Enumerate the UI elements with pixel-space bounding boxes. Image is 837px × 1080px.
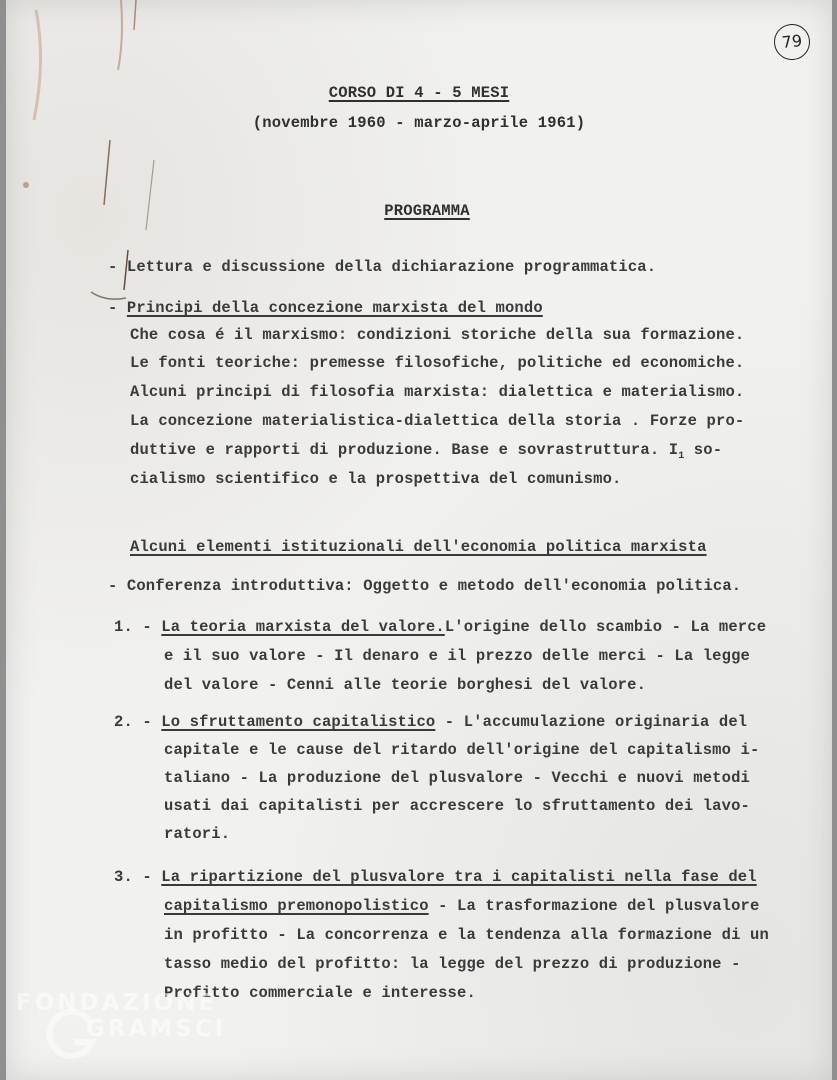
item-3-title: La ripartizione del plusvalore tra i capitalisti nella fase del [161, 868, 757, 886]
principi-line-5-tail: so- [684, 441, 723, 459]
section-heading-programma: PROGRAMMA [384, 202, 470, 220]
principi-line-1: Che cosa é il marxismo: condizioni storiche della sua formazione. [130, 326, 745, 344]
economia-item-2-first-line [114, 713, 747, 731]
item-lettura: - Lettura e discussione della dichiarazione programmatica. [108, 258, 657, 276]
economia-conferenza: - Conferenza introduttiva: Oggetto e metodo dell'economia politica. [108, 577, 742, 595]
watermark-line-2: GRAMSCI [86, 1016, 227, 1042]
principi-dash: - [108, 299, 118, 317]
item-2-line-2: taliano - La produzione del plusvalore - Vecchi e nuovi metodi [164, 769, 750, 787]
fondazione-gramsci-watermark [16, 990, 227, 1070]
principi-line-5 [130, 441, 722, 462]
item-2-line-1: capitale e le cause del ritardo dell'origine del capitalismo i- [164, 741, 760, 759]
principi-line-3: Alcuni principi di filosofia marxista: dialettica e materialismo. [130, 383, 745, 401]
item-1-line-1: e il suo valore - Il denaro e il prezzo delle merci - La legge [164, 647, 750, 665]
item-3-number: 3. - [114, 868, 152, 886]
item-2-title: Lo sfruttamento capitalistico [161, 713, 436, 731]
item-1-rest: L'origine dello scambio - La merce [444, 618, 767, 636]
principi-line-5-sub: 1 [678, 451, 685, 463]
document-dates: (novembre 1960 - marzo-aprile 1961) [252, 114, 586, 132]
principi-line-2: Le fonti teoriche: premesse filosofiche, politiche ed economiche. [130, 354, 745, 372]
item-2-line-3: usati dai capitalisti per accrescere lo sfruttamento dei lavo- [164, 797, 750, 815]
economia-item-1-first-line [114, 618, 766, 636]
item-1-number: 1. - [114, 618, 152, 636]
document-title: CORSO DI 4 - 5 MESI [328, 84, 510, 102]
item-3-line-1: in profitto - La concorrenza e la tendenza alla formazione di un [164, 926, 769, 944]
item-1-line-2: del valore - Cenni alle teorie borghesi del valore. [164, 676, 647, 694]
principi-heading-line [108, 299, 543, 317]
item-3-line-2: tasso medio del profitto: la legge del prezzo di produzione - [164, 955, 741, 973]
item-3-line-3: Profitto commerciale e interesse. [164, 984, 476, 1002]
economia-item-3-second-line [164, 897, 759, 915]
item-1-title: La teoria marxista del valore. [161, 618, 445, 636]
principi-line-5-text: duttive e rapporti di produzione. Base e sovrastruttura. I [130, 441, 679, 459]
item-2-line-4: ratori. [164, 825, 231, 843]
principi-line-6: cialismo scientifico e la prospettiva del comunismo. [130, 470, 622, 488]
economia-heading: Alcuni elementi istituzionali dell'economia politica marxista [130, 538, 707, 556]
item-2-number: 2. - [114, 713, 152, 731]
item-3-title-2: capitalismo premonopolistico [164, 897, 429, 915]
principi-heading: Principi della concezione marxista del mondo [126, 299, 543, 317]
page-number: 79 [772, 22, 812, 62]
item-2-rest: - L'accumulazione originaria del [435, 713, 748, 731]
economia-item-3-first-line [114, 868, 757, 886]
item-3-rest: - La trasformazione del plusvalore [428, 897, 760, 915]
document-page [6, 0, 832, 1080]
principi-line-4: La concezione materialistica-dialettica della storia . Forze pro- [130, 412, 745, 430]
watermark-line-1: FONDAZIONE [16, 990, 218, 1016]
paper-stain-marks [6, 0, 176, 330]
